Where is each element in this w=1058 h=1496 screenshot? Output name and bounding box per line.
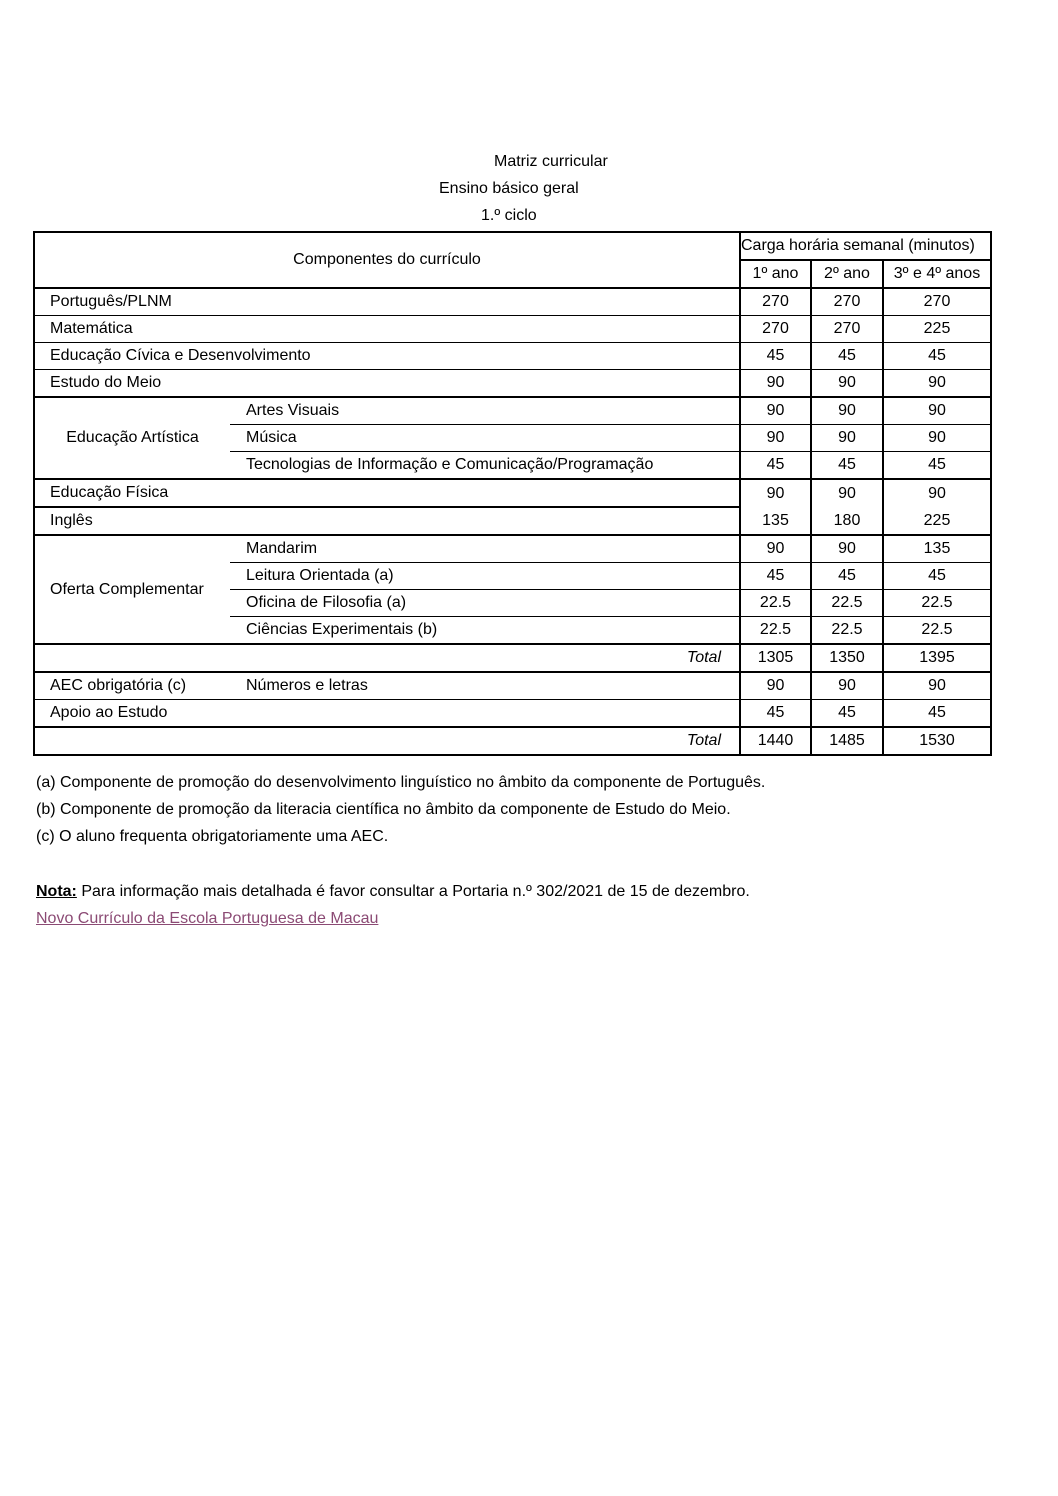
row-label: Estudo do Meio <box>34 370 740 398</box>
table-row <box>34 507 991 535</box>
sub-row-label: Música <box>230 425 740 452</box>
table-row <box>34 479 991 507</box>
total-label: Total <box>34 644 740 672</box>
table-row <box>34 535 991 563</box>
header-year-3-4: 3º e 4º anos <box>883 260 991 288</box>
total-row <box>34 644 991 672</box>
cell-value: 45 <box>740 563 811 590</box>
cell-value: 225 <box>883 316 991 343</box>
cell-value: 45 <box>883 563 991 590</box>
total-value: 1350 <box>811 644 883 672</box>
cell-value: 90 <box>883 370 991 398</box>
total-label: Total <box>34 727 740 755</box>
header-year-1: 1º ano <box>740 260 811 288</box>
header-year-2: 2º ano <box>811 260 883 288</box>
cell-value: 22.5 <box>883 590 991 617</box>
cell-value: 90 <box>740 370 811 398</box>
cell-value: 90 <box>811 535 883 563</box>
document-title: Matriz curricular <box>494 153 608 170</box>
sub-row-label: Números e letras <box>230 672 740 700</box>
table-row <box>34 700 991 728</box>
cell-value: 22.5 <box>811 617 883 645</box>
cell-value: 45 <box>740 452 811 480</box>
footnote-b: (b) Componente de promoção da literacia científica no âmbito da componente de Estudo do Meio. <box>36 801 731 818</box>
cell-value: 135 <box>740 507 811 535</box>
table-row <box>34 343 991 370</box>
group-label: Educação Artística <box>34 397 230 479</box>
footnote-c: (c) O aluno frequenta obrigatoriamente uma AEC. <box>36 828 389 845</box>
row-label: Português/PLNM <box>34 288 740 316</box>
cell-value: 90 <box>811 479 883 507</box>
cell-value: 90 <box>883 672 991 700</box>
cell-value: 45 <box>883 452 991 480</box>
header-row-1 <box>34 232 991 260</box>
cell-value: 90 <box>811 397 883 425</box>
footnote-a: (a) Componente de promoção do desenvolvimento linguístico no âmbito da componente de Português. <box>36 774 766 791</box>
row-label: Educação Cívica e Desenvolvimento <box>34 343 740 370</box>
sub-row-label: Tecnologias de Informação e Comunicação/Programação <box>230 452 740 480</box>
nota-text: Para informação mais detalhada é favor consultar a Portaria n.º 302/2021 de 15 de dezembro. <box>76 883 750 900</box>
row-label: Educação Física <box>34 479 740 507</box>
cell-value: 90 <box>811 425 883 452</box>
cell-value: 180 <box>811 507 883 535</box>
sub-row-label: Artes Visuais <box>230 397 740 425</box>
row-label: AEC obrigatória (c) <box>34 672 230 700</box>
cell-value: 45 <box>811 343 883 370</box>
cell-value: 270 <box>811 288 883 316</box>
cell-value: 22.5 <box>740 590 811 617</box>
table-row <box>34 672 991 700</box>
cell-value: 90 <box>883 479 991 507</box>
nota-paragraph <box>36 878 750 905</box>
cell-value: 90 <box>740 479 811 507</box>
row-label: Matemática <box>34 316 740 343</box>
footnotes <box>36 769 765 850</box>
total-value: 1395 <box>883 644 991 672</box>
table-row <box>34 316 991 343</box>
row-label: Inglês <box>34 507 740 535</box>
cell-value: 90 <box>811 370 883 398</box>
document-cycle: 1.º ciclo <box>481 207 537 224</box>
group-label: Oferta Complementar <box>34 535 230 644</box>
cell-value: 22.5 <box>811 590 883 617</box>
header-workload: Carga horária semanal (minutos) <box>740 232 991 260</box>
header-components: Componentes do currículo <box>34 232 740 288</box>
total-row <box>34 727 991 755</box>
table-row <box>34 288 991 316</box>
cell-value: 90 <box>740 397 811 425</box>
total-value: 1485 <box>811 727 883 755</box>
total-value: 1530 <box>883 727 991 755</box>
cell-value: 22.5 <box>883 617 991 645</box>
cell-value: 90 <box>740 535 811 563</box>
total-value: 1440 <box>740 727 811 755</box>
cell-value: 22.5 <box>740 617 811 645</box>
cell-value: 270 <box>740 288 811 316</box>
total-value: 1305 <box>740 644 811 672</box>
table-row <box>34 397 991 425</box>
document-subtitle: Ensino básico geral <box>439 180 579 197</box>
curriculum-matrix-table <box>33 231 992 756</box>
cell-value: 45 <box>811 452 883 480</box>
cell-value: 135 <box>883 535 991 563</box>
cell-value: 45 <box>740 343 811 370</box>
cell-value: 270 <box>740 316 811 343</box>
curriculum-link[interactable]: Novo Currículo da Escola Portuguesa de Macau <box>36 910 379 927</box>
cell-value: 90 <box>740 425 811 452</box>
cell-value: 90 <box>811 672 883 700</box>
cell-value: 45 <box>811 563 883 590</box>
sub-row-label: Oficina de Filosofia (a) <box>230 590 740 617</box>
sub-row-label: Mandarim <box>230 535 740 563</box>
cell-value: 90 <box>740 672 811 700</box>
cell-value: 225 <box>883 507 991 535</box>
cell-value: 270 <box>811 316 883 343</box>
table-row <box>34 370 991 398</box>
nota-label: Nota: <box>36 883 77 900</box>
cell-value: 45 <box>740 700 811 728</box>
cell-value: 45 <box>811 700 883 728</box>
sub-row-label: Leitura Orientada (a) <box>230 563 740 590</box>
row-label: Apoio ao Estudo <box>34 700 740 728</box>
cell-value: 90 <box>883 425 991 452</box>
cell-value: 45 <box>883 343 991 370</box>
cell-value: 90 <box>883 397 991 425</box>
cell-value: 270 <box>883 288 991 316</box>
sub-row-label: Ciências Experimentais (b) <box>230 617 740 645</box>
cell-value: 45 <box>883 700 991 728</box>
